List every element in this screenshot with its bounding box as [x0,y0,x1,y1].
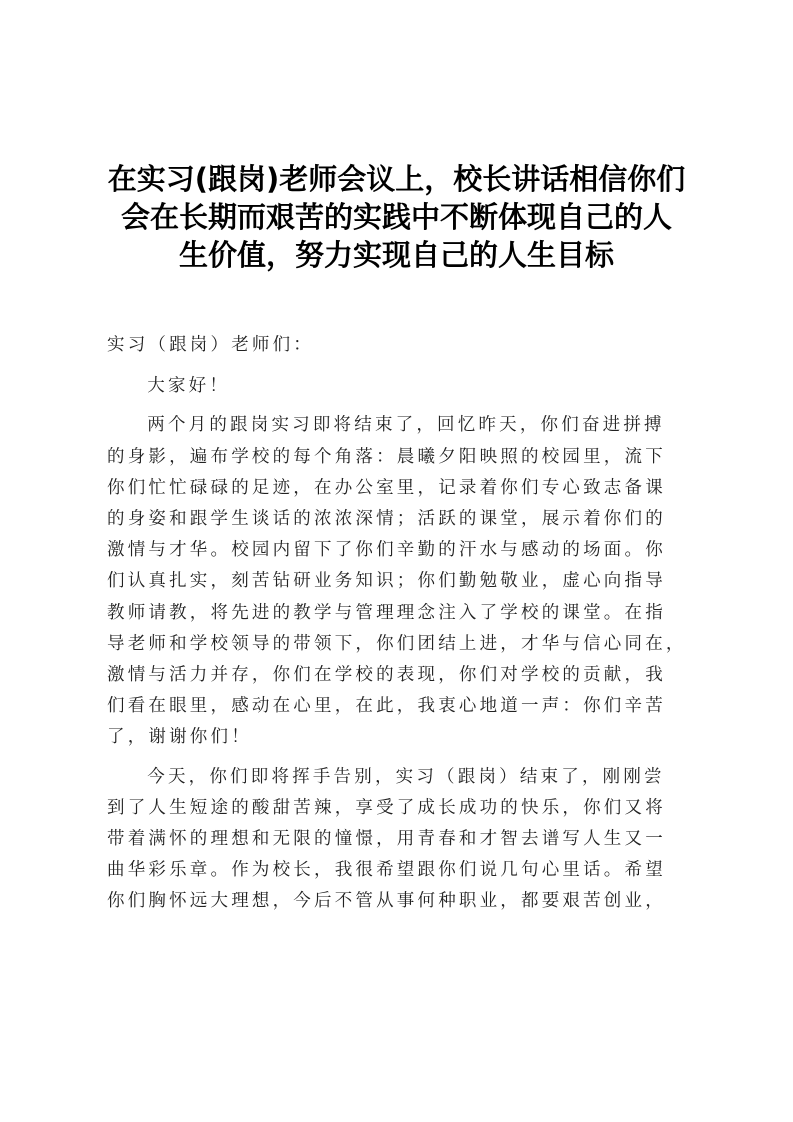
document-title [100,160,693,274]
text-line: 两个月的跟岗实习即将结束了，回忆昨天，你们奋进拼搏 [147,415,665,436]
paragraph-2 [107,762,687,918]
text-line: 教师请教，将先进的教学与管理理念注入了学校的课堂。在指 [107,602,666,623]
title-line: 在实习(跟岗)老师会议上，校长讲话相信你们 [107,162,686,196]
text-line: 导老师和学校领导的带领下，你们团结上进，才华与信心同在， [107,633,687,654]
text-line: 今天，你们即将挥手告别，实习（跟岗）结束了，刚刚尝 [147,766,665,787]
text-line: 激情与才华。校园内留下了你们辛勤的汗水与感动的场面。你 [107,540,666,561]
title-line: 生价值，努力实现自己的人生目标 [178,238,614,272]
greeting: 大家好！ [147,376,231,397]
salutation: 实习（跟岗）老师们： [107,335,314,355]
text-line: 的身姿和跟学生谈话的浓浓深情；活跃的课堂，展示着你们的 [107,509,666,530]
text-line: 曲华彩乐章。作为校长，我很希望跟你们说几句心里话。希望 [107,860,666,881]
paragraph-1 [107,410,687,753]
text-line: 带着满怀的理想和无限的憧憬，用青春和才智去谱写人生又一 [107,829,666,850]
text-line: 了，谢谢你们！ [107,727,252,748]
text-line: 你们忙忙碌碌的足迹，在办公室里，记录着你们专心致志备课 [107,477,666,498]
text-line: 你们胸怀远大理想，今后不管从事何种职业，都要艰苦创业， [107,891,666,912]
text-line: 们看在眼里，感动在心里，在此，我衷心地道一声：你们辛苦 [107,696,666,717]
text-line: 到了人生短途的酸甜苦辣，享受了成长成功的快乐，你们又将 [107,797,666,818]
text-line: 们认真扎实，刻苦钻研业务知识；你们勤勉敬业，虚心向指导 [107,571,666,592]
text-line: 激情与活力并存，你们在学校的表现，你们对学校的贡献，我 [107,665,666,686]
text-line: 的身影，遍布学校的每个角落：晨曦夕阳映照的校园里，流下 [107,446,666,467]
title-line: 会在长期而艰苦的实践中不断体现自己的人 [120,200,672,234]
document-body [107,330,687,926]
